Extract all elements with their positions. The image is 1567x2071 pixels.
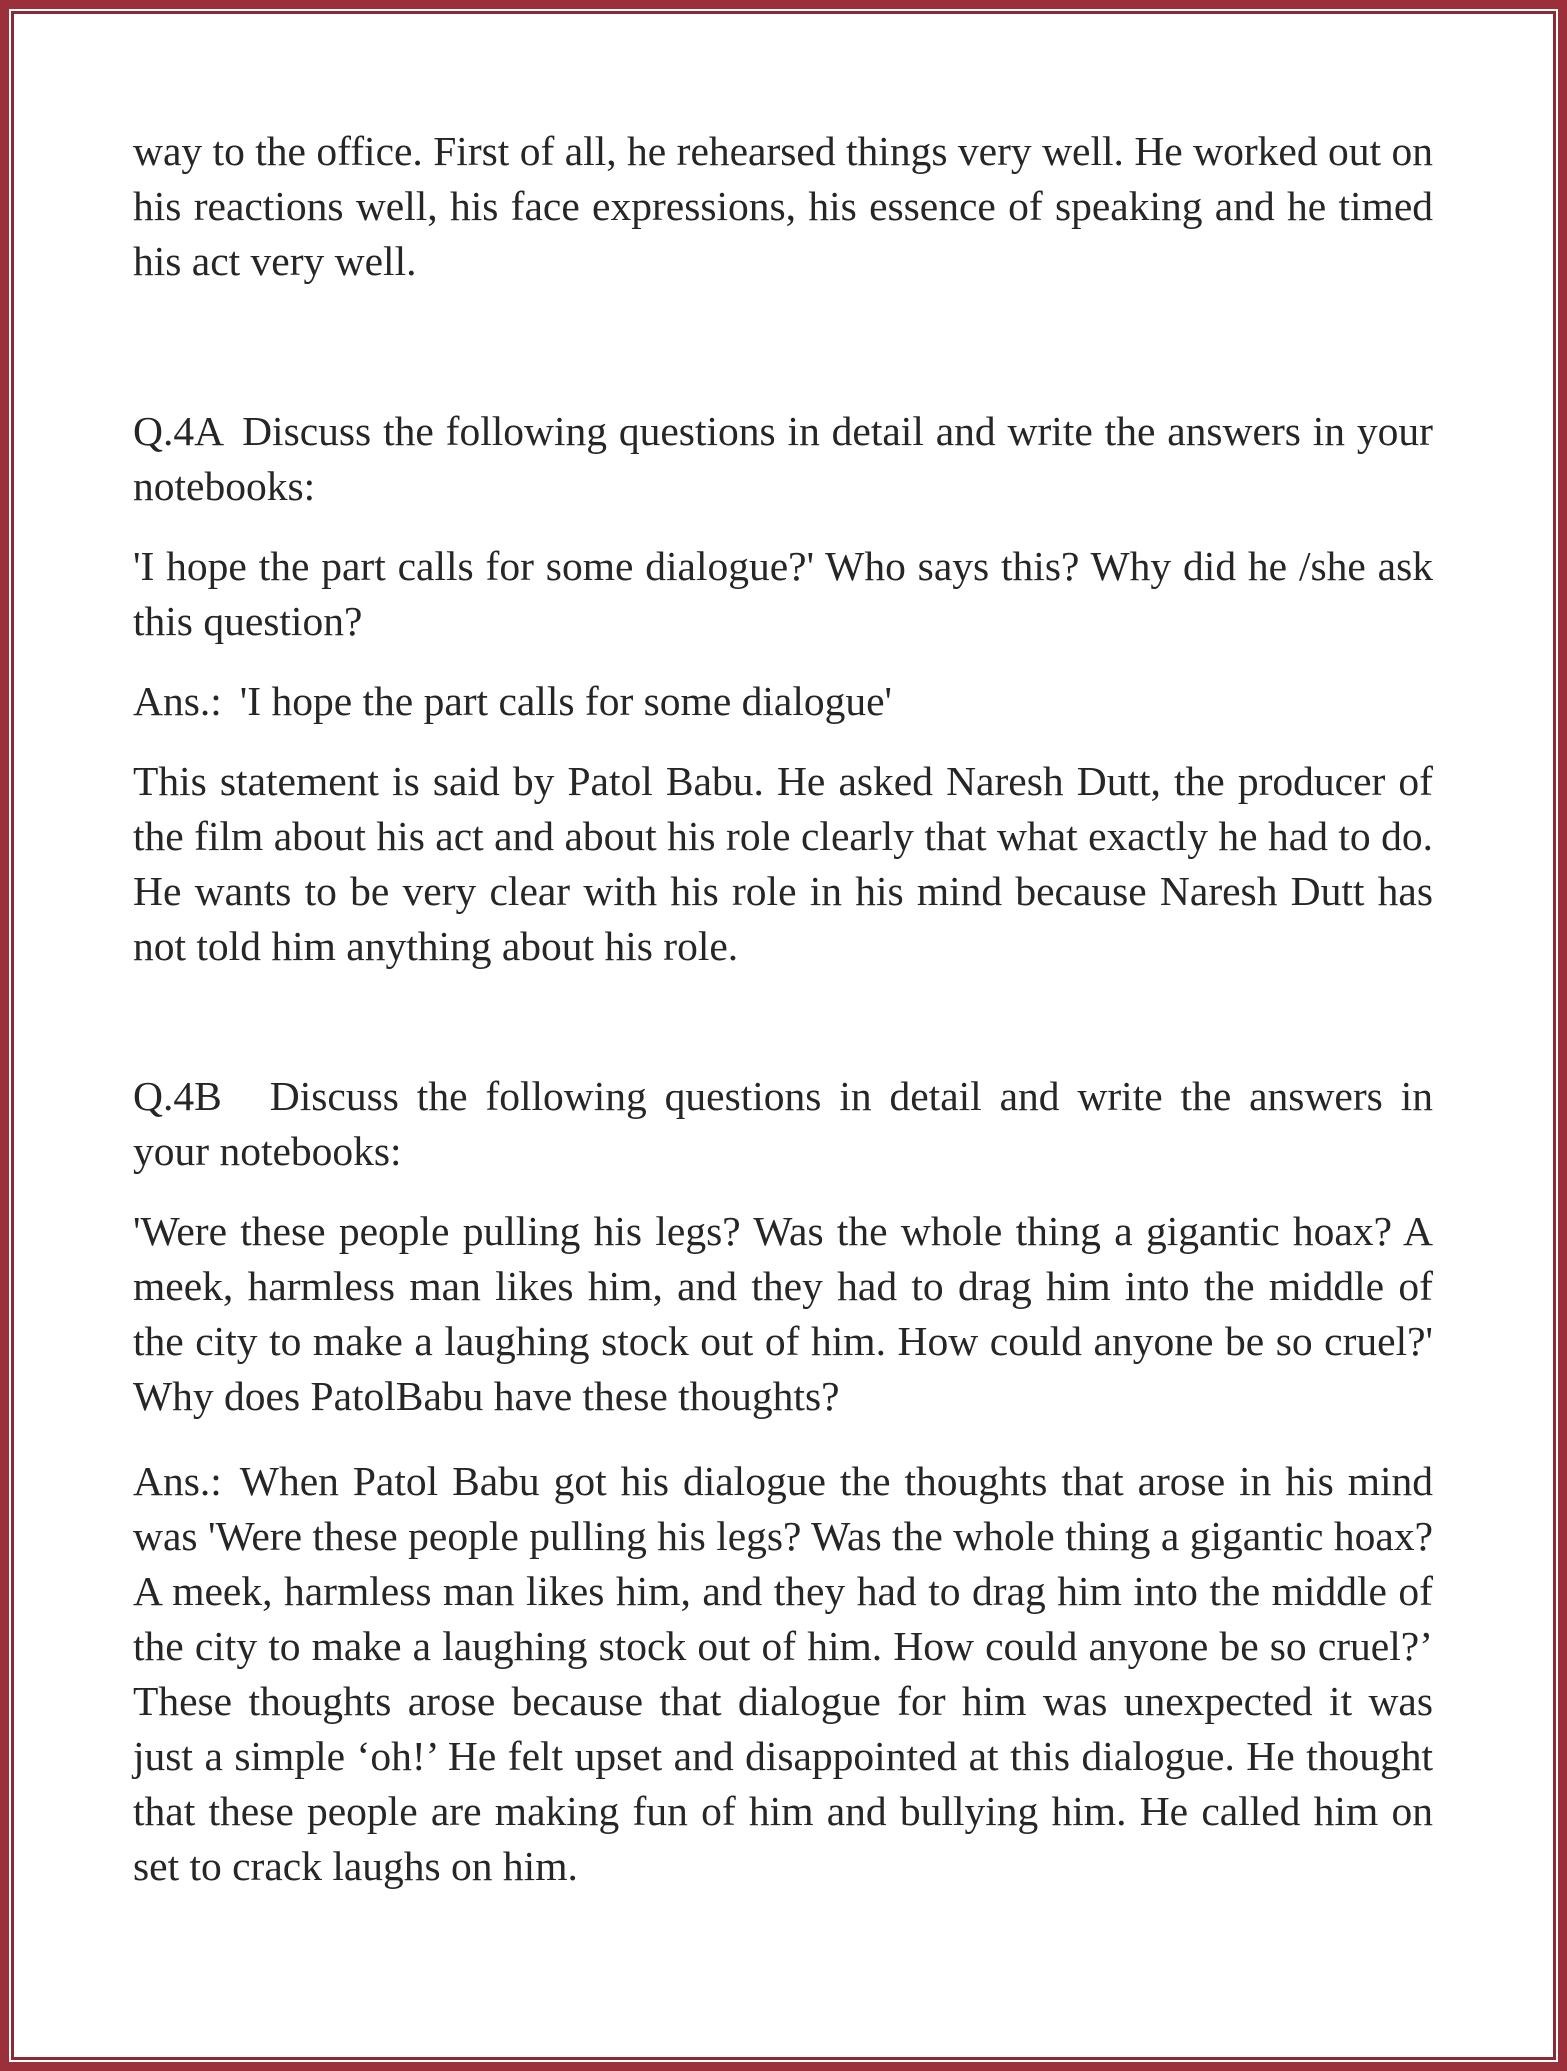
section-b-question: 'Were these people pulling his legs? Was the whole thing a gigantic hoax? A meek, harmless man likes him, and they had to drag him into the middle of the city to make a laughing stock out of him. How could anyone be so cruel?' Why does PatolBabu have these thoughts? [133, 1208, 1433, 1419]
section-a-label: Q.4A [133, 408, 225, 454]
section-b-answer-label: Ans.: [133, 1458, 222, 1504]
section-b-heading [133, 1069, 1433, 1179]
section-a-question: 'I hope the part calls for some dialogue?' Who says this? Why did he /she ask this question? [133, 543, 1433, 644]
section-b-answer-body: When Patol Babu got his dialogue the thoughts that arose in his mind was 'Were these people pulling his legs? Was the whole thing a gigantic hoax? A meek, harmless man likes him, and they had to drag him into the middle of the city to make a laughing stock out of him. How could anyone be so cruel?’ These thoughts arose because that dialogue for him was unexpected it was just a simple ‘oh!’ He felt upset and disappointed at this dialogue. He thought that these people are making fun of him and bullying him. He called him on set to crack laughs on him. [133, 1458, 1433, 1889]
section-a-answer-body: This statement is said by Patol Babu. He asked Naresh Dutt, the producer of the film about his act and about his role clearly that what exactly he had to do. He wants to be very clear with his role in his mind because Naresh Dutt has not told him anything about his role. [133, 758, 1433, 969]
section-a-answer-label: Ans.: [133, 678, 222, 724]
section-b-label: Q.4B [133, 1073, 222, 1119]
section-b-answer [133, 1454, 1433, 1894]
section-a-heading [133, 404, 1433, 514]
section-b-instruction: Discuss the following questions in detail and write the answers in your notebooks: [133, 1073, 1433, 1174]
intro-paragraph: way to the office. First of all, he rehearsed things very well. He worked out on his reactions well, his face expressions, his essence of speaking and he timed his act very well. [133, 128, 1433, 284]
section-a-answer-quote: 'I hope the part calls for some dialogue' [239, 678, 893, 724]
section-a-instruction: Discuss the following questions in detail and write the answers in your notebooks: [133, 408, 1433, 509]
section-a-answer-line [133, 674, 1433, 729]
